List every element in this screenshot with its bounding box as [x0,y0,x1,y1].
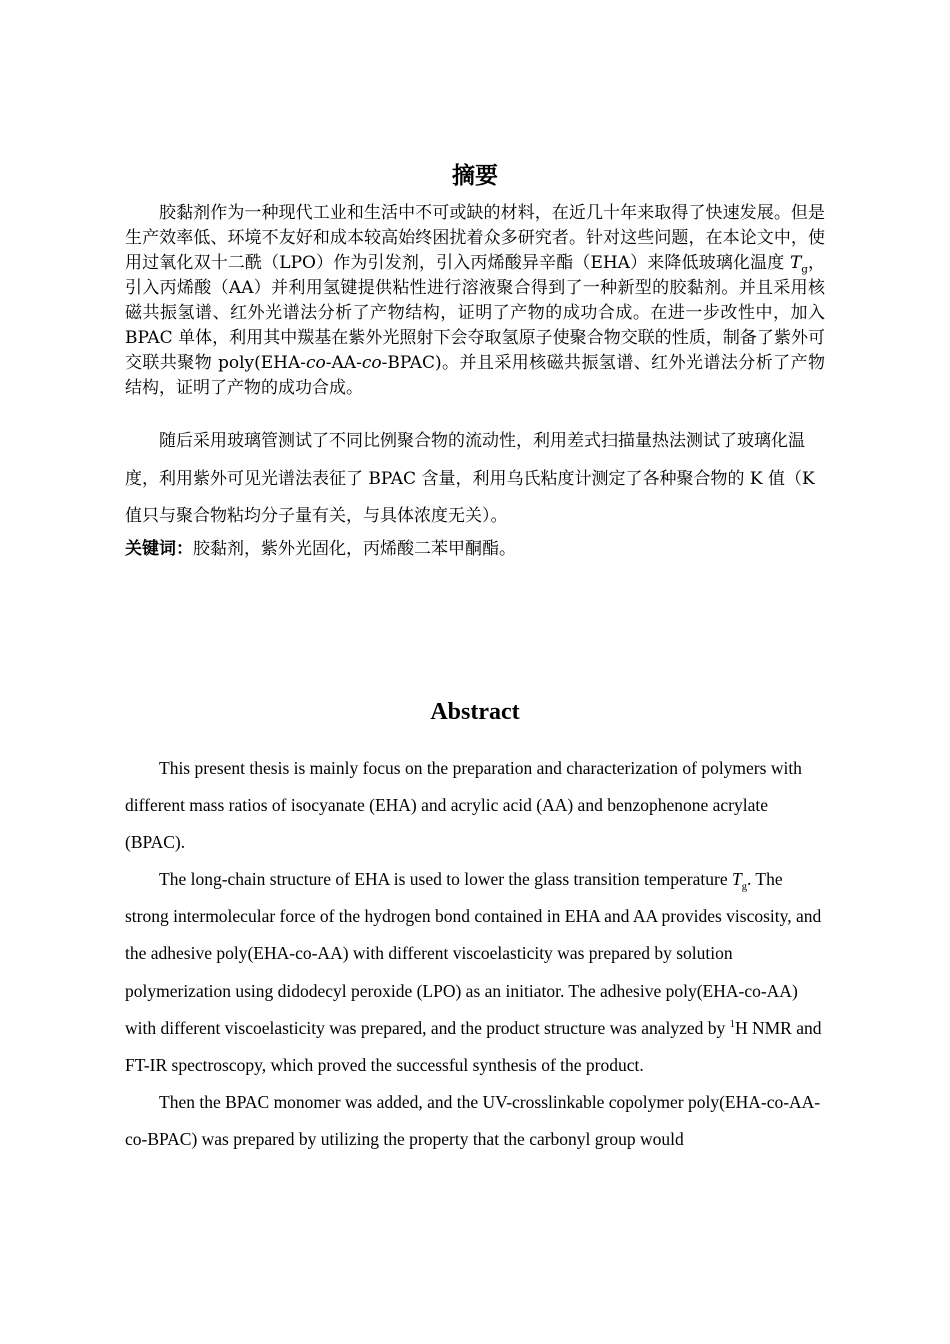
chinese-paragraph-2: 随后采用玻璃管测试了不同比例聚合物的流动性，利用差式扫描量热法测试了玻璃化温度，利用紫外可见光谱法表征了 BPAC 含量，利用乌氏粘度计测定了各种聚合物的 K 值（K 值只与聚合物粘均分子量有关，与具体浓度无关）。 [125,431,815,526]
chinese-abstract-body [125,201,825,401]
keywords-label: 关键词： [125,539,193,559]
english-paragraph-3: Then the BPAC monomer was added, and the UV-crosslinkable copolymer poly(EHA-co-AA-co-BPAC) was prepared by utilizing the property that the carbonyl group would [125,1091,821,1149]
keywords [125,536,825,562]
chinese-paragraph-1: 胶黏剂作为一种现代工业和生活中不可或缺的材料，在近几十年来取得了快速发展。但是生产效率低、环境不友好和成本较高始终困扰着众多研究者。针对这些问题，在本论文中，使用过氧化双十二酰（LPO）作为引发剂，引入丙烯酸异辛酯（EHA）来降低玻璃化温度 $T_g$，引入丙烯酸（AA）并利用氢键提供粘性进行溶液聚合得到了一种新型的胶黏剂。并且采用核磁共振氢谱、红外光谱法分析了产物结构，证明了产物的成功合成。在进一步改性中，加入 BPAC 单体，利用其中羰基在紫外光照射下会夺取氢原子使聚合物交联的性质，制备了紫外可交联共聚物 poly(EHA-co-AA-co-BPAC)。并且采用核磁共振氢谱、红外光谱法分析了产物结构，证明了产物的成功合成。 [125,203,826,398]
english-paragraph-1: This present thesis is mainly focus on the preparation and characterization of polymers with different mass ratios of isocyanate (EHA) and acrylic acid (AA) and benzophenone acrylate (BPAC). [125,758,802,853]
chinese-abstract-title: 摘要 [452,163,498,189]
english-abstract-title: Abstract [430,699,520,725]
english-paragraph-2: The long-chain structure of EHA is used to lower the glass transition temperature $T_g$. The strong intermolecular force of the hydrogen bond contained in EHA and AA provides viscosity, and the adhesive poly(EHA-co-AA) with different viscoelasticity was prepared by solution polymerization using didodecyl peroxide (LPO) as an initiator. The adhesive poly(EHA-co-AA) with different viscoelasticity was prepared, and the product structure was analyzed by $^1$H NMR and FT-IR spectroscopy, which proved the successful synthesis of the product. [125,869,822,1075]
keywords-list: 胶黏剂，紫外光固化，丙烯酸二苯甲酮酯。 [193,539,516,559]
english-abstract-body [125,750,825,1158]
